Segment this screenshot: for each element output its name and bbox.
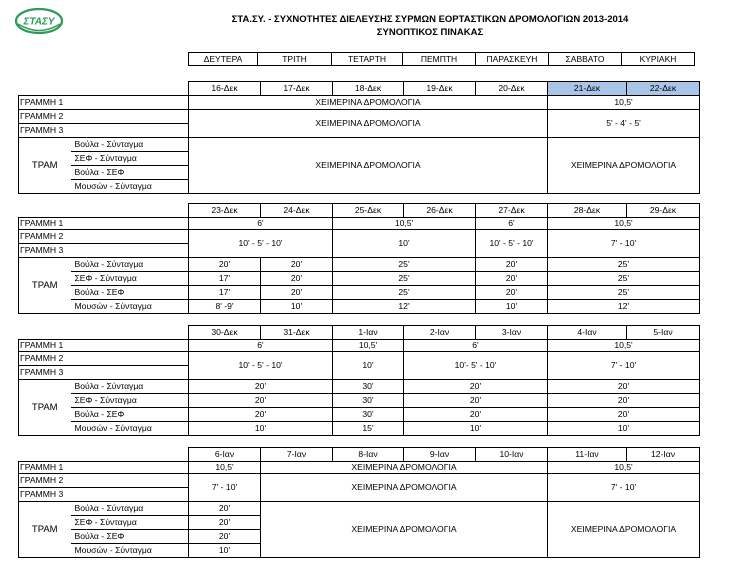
cell: 10,5': [548, 218, 700, 230]
line-1-label: ΓΡΑΜΜΗ 1: [19, 462, 189, 474]
date: 4-Ιαν: [548, 326, 627, 340]
route-label: Μουσών - Σύνταγμα: [71, 544, 189, 558]
day-wednesday: ΤΕΤΑΡΤΗ: [332, 53, 403, 66]
route-label: Μουσών - Σύνταγμα: [71, 422, 189, 436]
document-title: [200, 13, 660, 39]
route-label: Βούλα - ΣΕΦ: [71, 408, 189, 422]
date: 29-Δεκ: [627, 204, 700, 218]
route-label: Βούλα - ΣΕΦ: [71, 166, 189, 180]
cell: 10' - 5' - 10': [189, 352, 333, 380]
line-3-label: ΓΡΑΜΜΗ 3: [19, 488, 189, 502]
date: 5-Ιαν: [627, 326, 700, 340]
cell: 20': [189, 408, 333, 422]
cell: 7' - 10': [189, 474, 261, 502]
cell: 10': [476, 300, 548, 314]
date: 28-Δεκ: [548, 204, 627, 218]
date: 2-Ιαν: [404, 326, 476, 340]
cell: 20': [189, 394, 333, 408]
cell: 20': [548, 380, 700, 394]
date: 19-Δεκ: [404, 82, 476, 96]
date: 10-Ιαν: [476, 448, 548, 462]
cell: 20': [404, 408, 548, 422]
route-label: ΣΕΦ - Σύνταγμα: [71, 272, 189, 286]
cell: 7' - 10': [548, 352, 700, 380]
tram-label: ΤΡΑΜ: [19, 502, 71, 558]
cell: 20': [476, 286, 548, 300]
date: 9-Ιαν: [404, 448, 476, 462]
line-1-label: ΓΡΑΜΜΗ 1: [19, 340, 189, 352]
date: 3-Ιαν: [476, 326, 548, 340]
cell: 20': [404, 394, 548, 408]
date: 25-Δεκ: [333, 204, 404, 218]
svg-text:ΣΤΑΣΥ: ΣΤΑΣΥ: [23, 16, 55, 28]
date: 23-Δεκ: [189, 204, 261, 218]
cell: 6': [189, 340, 333, 352]
week4-block: [18, 447, 700, 558]
cell: 20': [189, 502, 261, 516]
line-2-label: ΓΡΑΜΜΗ 2: [19, 474, 189, 488]
date: 27-Δεκ: [476, 204, 548, 218]
cell: 7' - 10': [548, 474, 700, 502]
line-3-label: ΓΡΑΜΜΗ 3: [19, 366, 189, 380]
cell: 10,5': [333, 340, 404, 352]
weekday-header: [188, 52, 695, 66]
cell: 20': [189, 258, 261, 272]
winter-schedule: ΧΕΙΜΕΡΙΝΑ ΔΡΟΜΟΛΟΓΙΑ: [189, 138, 548, 194]
cell: 25': [548, 272, 700, 286]
title-line-2: ΣΥΝΟΠΤΙΚΟΣ ΠΙΝΑΚΑΣ: [376, 27, 484, 38]
date: 30-Δεκ: [189, 326, 261, 340]
line-3-label: ΓΡΑΜΜΗ 3: [19, 244, 189, 258]
week2-block: [18, 203, 700, 314]
date-weekend: 22-Δεκ: [627, 82, 700, 96]
cell: 10,5': [333, 218, 476, 230]
route-label: Μουσών - Σύνταγμα: [71, 180, 189, 194]
date: 12-Ιαν: [627, 448, 700, 462]
cell: 20': [476, 258, 548, 272]
cell: 17': [189, 272, 261, 286]
tram-label: ΤΡΑΜ: [19, 138, 71, 194]
cell: 20': [404, 380, 548, 394]
cell: 10' - 5' - 10': [189, 230, 333, 258]
route-label: ΣΕΦ - Σύνταγμα: [71, 394, 189, 408]
date: 1-Ιαν: [333, 326, 404, 340]
route-label: Μουσών - Σύνταγμα: [71, 300, 189, 314]
cell: 30': [333, 408, 404, 422]
stasy-logo: [14, 7, 64, 35]
cell: 20': [261, 258, 333, 272]
cell: 10,5': [548, 462, 700, 474]
winter-schedule: ΧΕΙΜΕΡΙΝΑ ΔΡΟΜΟΛΟΓΙΑ: [261, 462, 548, 474]
route-label: Βούλα - Σύνταγμα: [71, 138, 189, 152]
winter-schedule: ΧΕΙΜΕΡΙΝΑ ΔΡΟΜΟΛΟΓΙΑ: [261, 474, 548, 502]
line-1-label: ΓΡΑΜΜΗ 1: [19, 218, 189, 230]
cell: 25': [333, 272, 476, 286]
cell: 10,5': [189, 462, 261, 474]
cell: 10'- 5' - 10': [404, 352, 548, 380]
date: 31-Δεκ: [261, 326, 333, 340]
date: 20-Δεκ: [476, 82, 548, 96]
line-2-label: ΓΡΑΜΜΗ 2: [19, 352, 189, 366]
cell: 10,5': [548, 96, 700, 110]
cell: 12': [333, 300, 476, 314]
cell: 10' - 5' - 10': [476, 230, 548, 258]
winter-schedule: ΧΕΙΜΕΡΙΝΑ ΔΡΟΜΟΛΟΓΙΑ: [548, 502, 700, 558]
date: 6-Ιαν: [189, 448, 261, 462]
cell: 20': [548, 408, 700, 422]
line-2-label: ΓΡΑΜΜΗ 2: [19, 110, 189, 124]
route-label: ΣΕΦ - Σύνταγμα: [71, 516, 189, 530]
date: 18-Δεκ: [333, 82, 404, 96]
day-monday: ΔΕΥΤΕΡΑ: [189, 53, 258, 66]
cell: 30': [333, 394, 404, 408]
route-label: Βούλα - ΣΕΦ: [71, 530, 189, 544]
cell: 10': [404, 422, 548, 436]
day-tuesday: ΤΡΙΤΗ: [258, 53, 332, 66]
cell: 10': [189, 422, 333, 436]
cell: 10': [548, 422, 700, 436]
date: 24-Δεκ: [261, 204, 333, 218]
cell: 10,5': [548, 340, 700, 352]
date: 7-Ιαν: [261, 448, 333, 462]
cell: 7' - 10': [548, 230, 700, 258]
date-weekend: 21-Δεκ: [548, 82, 627, 96]
cell: 6': [404, 340, 548, 352]
day-saturday: ΣΑΒΒΑΤΟ: [549, 53, 622, 66]
route-label: ΣΕΦ - Σύνταγμα: [71, 152, 189, 166]
tram-label: ΤΡΑΜ: [19, 258, 71, 314]
route-label: Βούλα - Σύνταγμα: [71, 502, 189, 516]
cell: 30': [333, 380, 404, 394]
winter-schedule: ΧΕΙΜΕΡΙΝΑ ΔΡΟΜΟΛΟΓΙΑ: [189, 96, 548, 110]
cell: 10': [189, 544, 261, 558]
day-sunday: ΚΥΡΙΑΚΗ: [622, 53, 695, 66]
day-thursday: ΠΕΜΠΤΗ: [403, 53, 476, 66]
cell: 12': [548, 300, 700, 314]
week1-block: [18, 81, 700, 194]
cell: 5' - 4' - 5': [548, 110, 700, 138]
cell: 6': [476, 218, 548, 230]
cell: 8' -9': [189, 300, 261, 314]
cell: 6': [189, 218, 333, 230]
route-label: Βούλα - Σύνταγμα: [71, 380, 189, 394]
cell: 20': [189, 530, 261, 544]
date: 16-Δεκ: [189, 82, 261, 96]
cell: 20': [189, 380, 333, 394]
route-label: Βούλα - Σύνταγμα: [71, 258, 189, 272]
cell: 10': [333, 230, 476, 258]
cell: 25': [548, 286, 700, 300]
cell: 15': [333, 422, 404, 436]
cell: 20': [261, 272, 333, 286]
winter-schedule: ΧΕΙΜΕΡΙΝΑ ΔΡΟΜΟΛΟΓΙΑ: [261, 502, 548, 558]
line-2-label: ΓΡΑΜΜΗ 2: [19, 230, 189, 244]
tram-label: ΤΡΑΜ: [19, 380, 71, 436]
cell: 10': [333, 352, 404, 380]
cell: 25': [333, 286, 476, 300]
winter-schedule: ΧΕΙΜΕΡΙΝΑ ΔΡΟΜΟΛΟΓΙΑ: [548, 138, 700, 194]
winter-schedule: ΧΕΙΜΕΡΙΝΑ ΔΡΟΜΟΛΟΓΙΑ: [189, 110, 548, 138]
cell: 20': [548, 394, 700, 408]
cell: 17': [189, 286, 261, 300]
cell: 10': [261, 300, 333, 314]
cell: 20': [189, 516, 261, 530]
day-friday: ΠΑΡΑΣΚΕΥΗ: [476, 53, 549, 66]
cell: 20': [261, 286, 333, 300]
date: 8-Ιαν: [333, 448, 404, 462]
date: 17-Δεκ: [261, 82, 333, 96]
line-1-label: ΓΡΑΜΜΗ 1: [19, 96, 189, 110]
route-label: Βούλα - ΣΕΦ: [71, 286, 189, 300]
cell: 25': [333, 258, 476, 272]
date: 26-Δεκ: [404, 204, 476, 218]
cell: 20': [476, 272, 548, 286]
title-line-1: ΣΤΑ.ΣΥ. - ΣΥΧΝΟΤΗΤΕΣ ΔΙΕΛΕΥΣΗΣ ΣΥΡΜΩΝ ΕΟΡΤΑΣΤΙΚΩΝ ΔΡΟΜΟΛΟΓΙΩΝ 2013-2014: [231, 14, 629, 25]
cell: 25': [548, 258, 700, 272]
date: 11-Ιαν: [548, 448, 627, 462]
week3-block: [18, 325, 700, 436]
line-3-label: ΓΡΑΜΜΗ 3: [19, 124, 189, 138]
